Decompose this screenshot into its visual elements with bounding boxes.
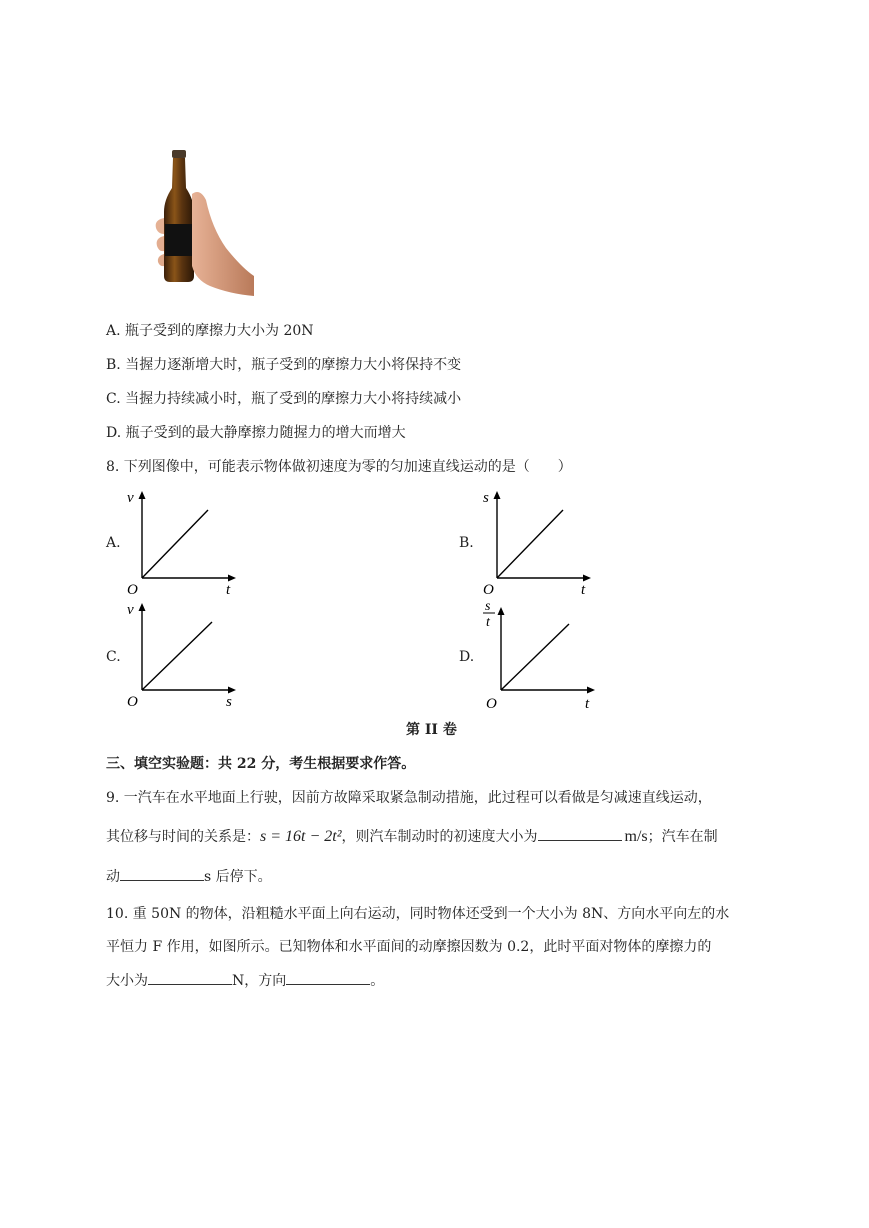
- graph-b-x-axis: t: [581, 582, 586, 598]
- graph-b-label: B.: [459, 535, 474, 551]
- graph-c: [122, 598, 242, 710]
- q7-option-d: D. 瓶子受到的最大静摩擦力随握力的增大而增大: [106, 425, 406, 441]
- q9-stop-time-blank[interactable]: [120, 866, 204, 881]
- graph-a: [122, 486, 242, 598]
- q9-line-2-middle: ，则汽车制动时的初速度大小为: [341, 829, 538, 845]
- graph-c-origin: O: [127, 694, 138, 710]
- section-title-fill-in: 三、填空实验题：共 22 分，考生根据要求作答。: [106, 756, 416, 772]
- q9-unit: m/s: [624, 828, 648, 845]
- q9-line-2-suffix: ；汽车在制: [647, 829, 718, 845]
- graph-b: [477, 486, 597, 598]
- section-title-ii: 第 II 卷: [406, 722, 457, 738]
- graph-a-label: A.: [106, 535, 121, 551]
- graph-c-label: C.: [106, 649, 121, 665]
- q10-line-3-suffix: 。: [370, 973, 385, 989]
- graph-a-y-axis: v: [127, 490, 134, 506]
- graph-c-x-axis: s: [226, 694, 232, 710]
- graph-c-y-axis: v: [127, 602, 134, 618]
- q9-line-3-suffix: s 后停下。: [204, 869, 272, 885]
- q7-option-b: B. 当握力逐渐增大时，瓶子受到的摩擦力大小将保持不变: [106, 357, 462, 373]
- q10-friction-direction-blank[interactable]: [286, 970, 370, 985]
- graph-a-origin: O: [127, 582, 138, 598]
- q9-formula: s = 16t − 2t²: [260, 828, 342, 845]
- q9-line-3: [106, 866, 272, 887]
- graph-b-y-axis: s: [483, 490, 489, 506]
- q7-option-c: C. 当握力持续减小时，瓶了受到的摩擦力大小将持续减小: [106, 391, 462, 407]
- q10-line-3-prefix: 大小为: [106, 973, 148, 989]
- q9-line-2: [106, 826, 718, 847]
- graph-d: [477, 598, 601, 712]
- q10-line-3-middle: N，方向: [232, 973, 287, 989]
- graph-d-origin: O: [486, 696, 497, 712]
- q9-line-2-prefix: 其位移与时间的关系是：: [106, 829, 260, 845]
- q9-line-1: 9. 一汽车在水平地面上行驶，因前方故障采取紧急制动措施，此过程可以看做是匀减速直线运动，: [106, 790, 712, 806]
- graph-d-y-axis-denominator: t: [486, 615, 490, 630]
- q8-stem: 8. 下列图像中，可能表示物体做初速度为零的匀加速直线运动的是（ ）: [106, 459, 572, 475]
- q9-line-3-prefix: 动: [106, 869, 120, 885]
- graph-b-origin: O: [483, 582, 494, 598]
- q10-line-3: [106, 970, 384, 991]
- q10-line-1: 10. 重 50N 的物体，沿粗糙水平面上向右运动，同时物体还受到一个大小为 8N、方向水平向左的水: [106, 906, 730, 922]
- graph-d-label: D.: [459, 649, 475, 665]
- q9-initial-speed-blank[interactable]: [538, 826, 622, 841]
- q10-line-2: 平恒力 F 作用，如图所示。已知物体和水平面间的动摩擦因数为 0.2，此时平面对物体的摩擦力的: [106, 939, 712, 955]
- graph-d-y-axis-numerator: s: [485, 599, 491, 614]
- q7-option-a: A. 瓶子受到的摩擦力大小为 20N: [106, 323, 314, 339]
- graph-a-x-axis: t: [226, 582, 231, 598]
- bottle-in-hand-image: [150, 148, 256, 298]
- graph-d-x-axis: t: [585, 696, 590, 712]
- q10-friction-magnitude-blank[interactable]: [148, 970, 232, 985]
